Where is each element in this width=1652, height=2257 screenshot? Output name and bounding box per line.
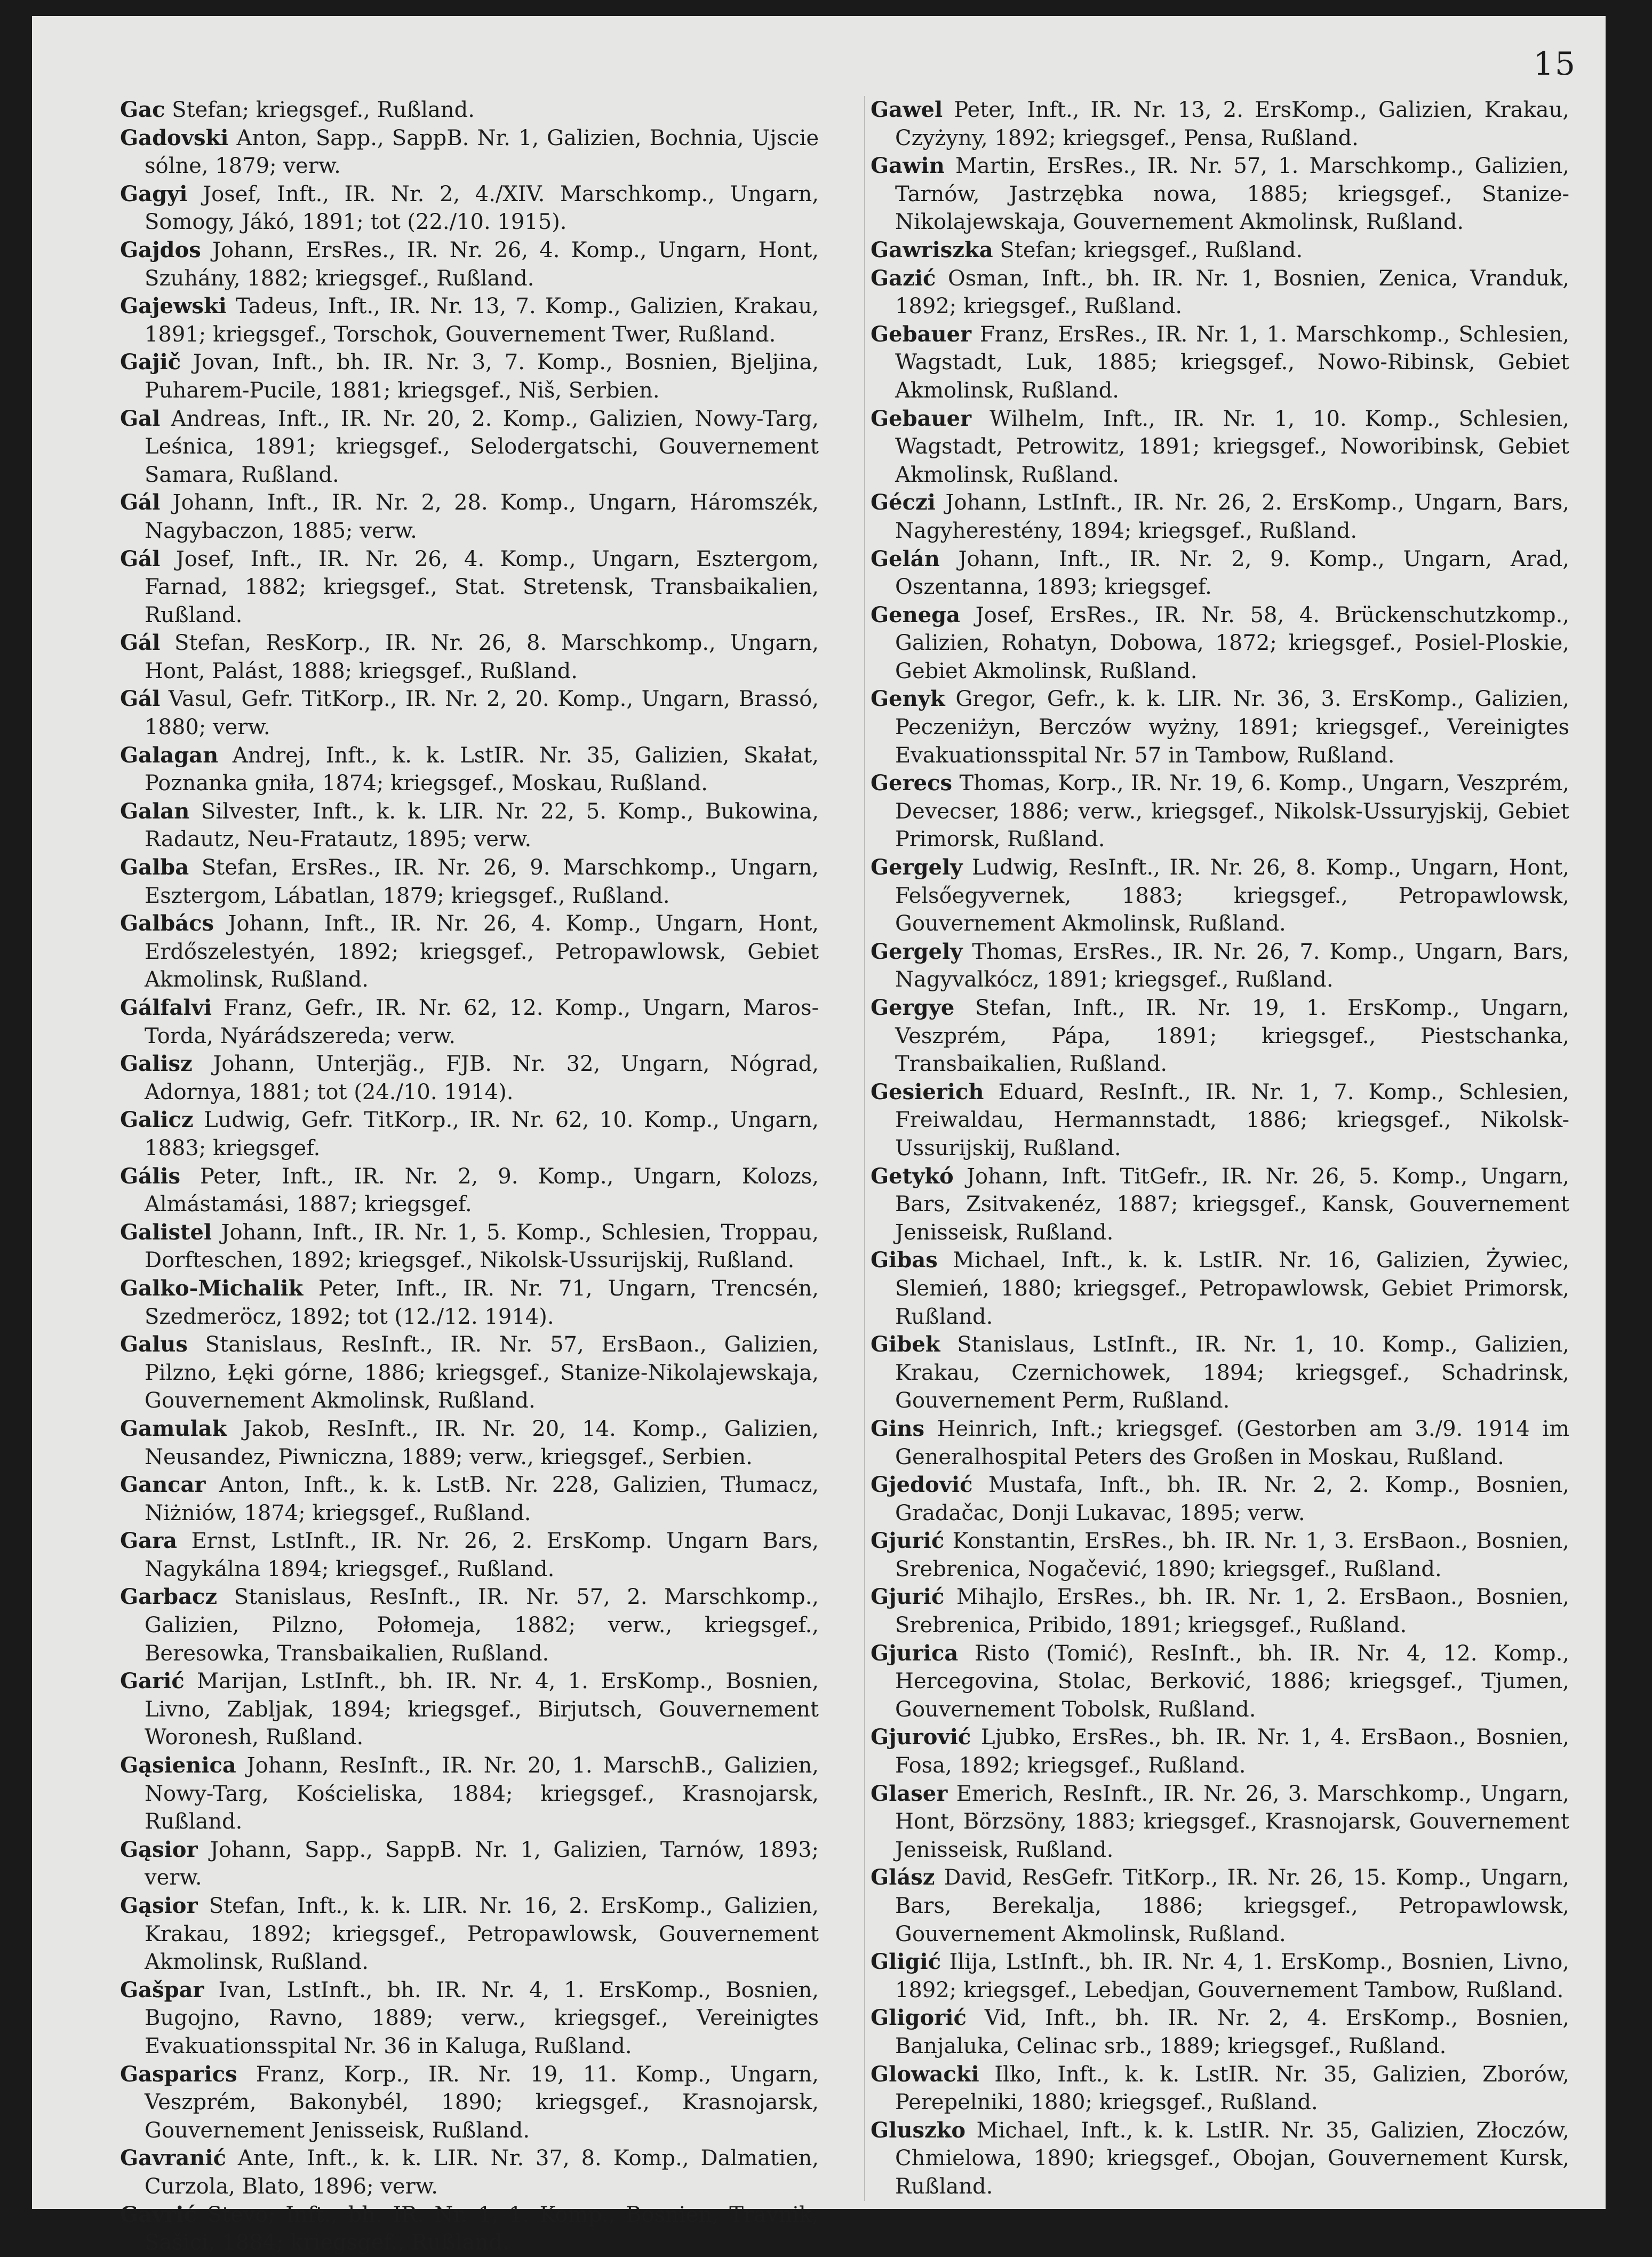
- entry-surname: Gajewski: [120, 293, 227, 319]
- entry-details: Heinrich, Inft.; kriegsgef. (Gestorben am 3./9. 1914 im Generalhospital Peters des Großen in Moskau, Rußland.: [895, 1416, 1569, 1469]
- entry-details: Franz, Gefr., IR. Nr. 62, 12. Komp., Ungarn, Maros-Torda, Nyárádszereda; verw.: [145, 996, 819, 1048]
- register-entry: [871, 1415, 1569, 1471]
- entry-details: Stanislaus, ResInft., IR. Nr. 57, 2. Marschkomp., Galizien, Pilzno, Połomeja, 1882; verw., kriegsgef., Beresowka, Transbaikalien, Rußland.: [145, 1585, 819, 1666]
- entry-details: Ljubko, ErsRes., bh. IR. Nr. 1, 4. ErsBaon., Bosnien, Fosa, 1892; kriegsgef., Rußland.: [895, 1725, 1570, 1778]
- register-entry: [871, 2004, 1569, 2060]
- entry-details: Martin, ErsRes., IR. Nr. 57, 1. Marschkomp., Galizien, Tarnów, Jastrzębka nowa, 1885; kriegsgef., Stanize-Nikolajewskaja, Gouvernement Akmolinsk, Rußland.: [895, 154, 1569, 235]
- entry-surname: Getykó: [871, 1163, 954, 1189]
- register-entry: [871, 96, 1569, 152]
- register-entry: [120, 2144, 819, 2200]
- entry-surname: Gergely: [871, 855, 963, 880]
- entry-details: Emerich, ResInft., IR. Nr. 26, 3. Marschkomp., Ungarn, Hont, Börzsöny, 1883; kriegsgef., Krasnojarsk, Gouvernement Jenisseisk, Rußland.: [895, 1781, 1569, 1862]
- register-entry: [871, 2061, 1569, 2117]
- entry-details: Osman, Inft., bh. IR. Nr. 1, Bosnien, Zenica, Vranduk, 1892; kriegsgef., Rußland.: [895, 266, 1569, 319]
- entry-details: Ivan, LstInft., bh. IR. Nr. 4, 1. ErsKomp., Bosnien, Bugojno, Ravno, 1889; verw., kriegsgef., Vereinigtes Evakuationsspital Nr. 36 in Kaluga, Rußland.: [145, 1977, 819, 2059]
- register-entry: [871, 545, 1569, 601]
- register-entry: [120, 1219, 819, 1275]
- entry-details: Johann, Inft., IR. Nr. 2, 9. Komp., Ungarn, Arad, Oszentanna, 1893; kriegsgef.: [895, 546, 1570, 600]
- register-entry: [120, 685, 819, 741]
- register-entry: [120, 96, 819, 124]
- register-entry: [871, 321, 1569, 405]
- entry-surname: Gál: [120, 546, 161, 571]
- entry-details: Mihajlo, ErsRes., bh. IR. Nr. 1, 2. ErsBaon., Bosnien, Srebrenica, Pribido, 1891; kriegsgef., Rußland.: [895, 1585, 1569, 1638]
- entry-surname: Gális: [120, 1163, 180, 1189]
- entry-surname: Gligorić: [871, 2005, 967, 2031]
- entry-surname: Gazić: [871, 265, 936, 291]
- entry-details: Ernst, LstInft., IR. Nr. 26, 2. ErsKomp. Ungarn Bars, Nagykálna 1894; kriegsgef., Rußland.: [145, 1529, 819, 1582]
- entry-details: Stefan, Inft., IR. Nr. 19, 1. ErsKomp., Ungarn, Veszprém, Pápa, 1891; kriegsgef., Piestschanka, Transbaikalien, Rußland.: [895, 996, 1570, 1077]
- entry-details: Risto (Tomić), ResInft., bh. IR. Nr. 4, 12. Komp., Hercegovina, Stolac, Berković, 1886; kriegsgef., Tjumen, Gouvernement Tobolsk, Rußland.: [895, 1641, 1569, 1722]
- entry-details: Andrej, Inft., k. k. LstIR. Nr. 35, Galizien, Skałat, Poznanka gniła, 1874; kriegsgef., Moskau, Rußland.: [145, 743, 819, 796]
- entry-surname: Gawel: [871, 97, 943, 122]
- entry-details: David, ResGefr. TitKorp., IR. Nr. 26, 15. Komp., Ungarn, Bars, Berekalja, 1886; kriegsgef., Petropawlowsk, Gouvernement Akmolinsk, Rußland.: [895, 1865, 1569, 1946]
- entry-surname: Garbacz: [120, 1584, 218, 1610]
- entry-details: Jakob, ResInft., IR. Nr. 20, 14. Komp., Galizien, Neusandez, Piwniczna, 1889; verw., kriegsgef., Serbien.: [145, 1416, 819, 1469]
- entry-surname: Gajič: [120, 349, 181, 375]
- entry-surname: Gjurica: [871, 1640, 959, 1666]
- entry-surname: Galan: [120, 798, 190, 824]
- entry-details: Josef, ErsRes., IR. Nr. 58, 4. Brückenschutzkomp., Galizien, Rohatyn, Dobowa, 1872; kriegsgef., Posiel-Ploskie, Gebiet Akmolinsk, Rußland.: [895, 602, 1569, 684]
- entry-surname: Gašpar: [120, 1977, 204, 2002]
- entry-surname: Gibas: [871, 1247, 938, 1273]
- entry-details: Stefan, Inft., k. k. LIR. Nr. 16, 2. ErsKomp., Galizien, Krakau, 1892; kriegsgef., Petropawlowsk, Gouvernement Akmolinsk, Rußland.: [145, 1894, 819, 1975]
- register-entry: [120, 545, 819, 630]
- entry-surname: Gagyi: [120, 181, 188, 206]
- right-column: [864, 96, 1569, 2201]
- register-entry: [120, 1976, 819, 2061]
- register-entry: [871, 1246, 1569, 1331]
- entry-surname: Gal: [120, 406, 161, 431]
- register-entry: [871, 769, 1569, 854]
- entry-surname: Gasparics: [120, 2061, 237, 2087]
- entry-surname: Genyk: [871, 686, 945, 712]
- entry-details: Johann, Inft., IR. Nr. 2, 28. Komp., Ungarn, Háromszék, Nagybaczon, 1885; verw.: [145, 490, 819, 543]
- register-entry: [120, 1331, 819, 1415]
- entry-surname: Gamulak: [120, 1416, 227, 1441]
- entry-surname: Gergye: [871, 995, 955, 1020]
- entry-details: Stefan; kriegsgef., Rußland.: [1000, 237, 1303, 263]
- entry-surname: Gawin: [871, 153, 945, 179]
- register-entry: [120, 994, 819, 1050]
- entry-details: Andreas, Inft., IR. Nr. 20, 2. Komp., Galizien, Nowy-Targ, Leśnica, 1891; kriegsgef., Selodergatschi, Gouvernement Samara, Rußland.: [145, 406, 819, 487]
- entry-details: Marijan, LstInft., bh. IR. Nr. 4, 1. ErsKomp., Bosnien, Livno, Zabljak, 1894; kriegsgef., Birjutsch, Gouvernement Woronesh, Rußland.: [145, 1669, 819, 1750]
- entry-details: Mustafa, Inft., bh. IR. Nr. 2, 2. Komp., Bosnien, Gradačac, Donji Lukavac, 1895; verw.: [895, 1473, 1570, 1525]
- entry-details: Ante, Inft., k. k. LIR. Nr. 37, 8. Komp., Dalmatien, Curzola, Blato, 1896; verw.: [145, 2146, 819, 2199]
- entry-details: Johann, Inft., IR. Nr. 26, 4. Komp., Ungarn, Hont, Erdőszelestyén, 1892; kriegsgef., Petropawlowsk, Gebiet Akmolinsk, Rußland.: [145, 911, 819, 992]
- entry-surname: Gelán: [871, 546, 940, 571]
- register-entry: [871, 601, 1569, 686]
- document-page: [32, 16, 1606, 2255]
- entry-surname: Gąsienica: [120, 1753, 236, 1778]
- entry-surname: Gins: [871, 1416, 924, 1441]
- entry-surname: Galba: [120, 855, 189, 880]
- register-entry: [871, 1864, 1569, 1948]
- entry-surname: Galko-Michalik: [120, 1275, 304, 1301]
- entry-surname: Gadovski: [120, 125, 229, 150]
- register-entry: [871, 152, 1569, 236]
- entry-details: Stefan; kriegsgef., Rußland.: [172, 98, 475, 122]
- register-entry: [120, 1836, 819, 1892]
- register-entry: [120, 910, 819, 994]
- entry-surname: Glaser: [871, 1781, 948, 1806]
- register-entry: [120, 180, 819, 236]
- register-entry: [120, 236, 819, 292]
- register-entry: [120, 292, 819, 348]
- register-entry: [871, 1331, 1569, 1415]
- entry-surname: Gąsior: [120, 1837, 198, 1862]
- entry-details: Wilhelm, Inft., IR. Nr. 1, 10. Komp., Schlesien, Wagstadt, Petrowitz, 1891; kriegsgef., Noworibinsk, Gebiet Akmolinsk, Rußland.: [895, 406, 1569, 487]
- entry-surname: Gluszko: [871, 2117, 966, 2143]
- entry-details: Peter, Inft., IR. Nr. 2, 9. Komp., Ungarn, Kolozs, Almástamási, 1887; kriegsgef.: [145, 1164, 819, 1217]
- entry-surname: Gąsior: [120, 1893, 198, 1918]
- register-entry: [120, 1163, 819, 1219]
- register-entry: [120, 1471, 819, 1527]
- entry-surname: Galisz: [120, 1051, 193, 1077]
- entry-surname: Galistel: [120, 1219, 212, 1245]
- entry-surname: Gál: [120, 630, 161, 656]
- entry-surname: Galagan: [120, 742, 219, 768]
- entry-details: Ilija, LstInft., bh. IR. Nr. 4, 1. ErsKomp., Bosnien, Livno, 1892; kriegsgef., Lebedjan, Gouvernement Tambow, Rußland.: [895, 1950, 1569, 2002]
- entry-surname: Glász: [871, 1865, 935, 1890]
- entry-details: Ilko, Inft., k. k. LstIR. Nr. 35, Galizien, Zborów, Perepelniki, 1880; kriegsgef., Rußland.: [895, 2062, 1569, 2115]
- entry-details: Stefan, ResKorp., IR. Nr. 26, 8. Marschkomp., Ungarn, Hont, Palást, 1888; kriegsgef., Rußland.: [145, 631, 819, 684]
- entry-surname: Gara: [120, 1528, 178, 1554]
- entry-surname: Gac: [120, 97, 165, 122]
- entry-details: Jovan, Inft., bh. IR. Nr. 3, 7. Komp., Bosnien, Bjeljina, Puharem-Pucile, 1881; kriegsgef., Niš, Serbien.: [145, 350, 819, 403]
- entry-details: Michael, Inft., k. k. LstIR. Nr. 16, Galizien, Żywiec, Slemień, 1880; kriegsgef., Petropawlowsk, Gebiet Primorsk, Rußland.: [895, 1248, 1569, 1329]
- register-entry: [871, 1583, 1569, 1639]
- entry-surname: Galicz: [120, 1107, 194, 1133]
- entry-details: Franz, ErsRes., IR. Nr. 1, 1. Marschkomp., Schlesien, Wagstadt, Luk, 1885; kriegsgef., Nowo-Ribinsk, Gebiet Akmolinsk, Rußland.: [895, 322, 1569, 403]
- register-entry: [120, 1752, 819, 1836]
- register-entry: [120, 489, 819, 545]
- register-entry: [120, 2061, 819, 2145]
- entry-details: Silvester, Inft., k. k. LIR. Nr. 22, 5. Komp., Bukowina, Radautz, Neu-Fratautz, 1895; verw.: [145, 799, 819, 852]
- register-entry: [120, 2201, 819, 2257]
- entry-details: Anton, Inft., k. k. LstB. Nr. 228, Galizien, Tłumacz, Niżniów, 1874; kriegsgef., Rußland.: [145, 1473, 819, 1525]
- register-entry: [871, 1640, 1569, 1724]
- register-entry: [871, 1780, 1569, 1864]
- register-entry: [871, 994, 1569, 1078]
- entry-surname: Gajdos: [120, 237, 201, 263]
- entry-details: Stanislaus, ResInft., IR. Nr. 57, ErsBaon., Galizien, Pilzno, Łęki górne, 1886; kriegsgef., Stanize-Nikolajewskaja, Gouvernement Akmolinsk, Rußland.: [145, 1332, 819, 1413]
- register-entry: [871, 236, 1569, 265]
- page-number: 15: [1533, 45, 1576, 83]
- register-entry: [120, 854, 819, 910]
- entry-surname: Gerecs: [871, 770, 953, 796]
- register-entry: [871, 1723, 1569, 1779]
- register-entry: [871, 2117, 1569, 2201]
- entry-details: Stefan, ErsRes., IR. Nr. 26, 9. Marschkomp., Ungarn, Esztergom, Lábatlan, 1879; kriegsgef., Rußland.: [145, 855, 819, 908]
- entry-surname: Galus: [120, 1332, 188, 1357]
- entry-details: Johann, LstInft., IR. Nr. 26, 2. ErsKomp., Ungarn, Bars, Nagyherestény, 1894; kriegsgef., Rußland.: [895, 490, 1569, 543]
- entry-details: Johann, ErsRes., IR. Nr. 26, 4. Komp., Ungarn, Hont, Szuhány, 1882; kriegsgef., Rußland.: [145, 237, 819, 291]
- entry-details: Johann, ResInft., IR. Nr. 20, 1. MarschB., Galizien, Nowy-Targ, Kościeliska, 1884; kriegsgef., Krasnojarsk, Rußland.: [145, 1753, 819, 1834]
- register-entry: [871, 1078, 1569, 1163]
- entry-surname: Gjurić: [871, 1584, 945, 1610]
- entry-details: Johann, Inft., IR. Nr. 1, 5. Komp., Schlesien, Troppau, Dorfteschen, 1892; kriegsgef., Nikolsk-Ussurijskij, Rußland.: [145, 1220, 819, 1273]
- register-entry: [120, 1892, 819, 1976]
- register-entry: [120, 124, 819, 180]
- entry-surname: Galbács: [120, 911, 214, 936]
- entry-details: Konstantin, ErsRes., bh. IR. Nr. 1, 3. ErsBaon., Bosnien, Srebrenica, Nogačević, 1890; kriegsgef., Rußland.: [895, 1529, 1570, 1582]
- register-entry: [120, 629, 819, 685]
- entry-details: Johann, Inft. TitGefr., IR. Nr. 26, 5. Komp., Ungarn, Bars, Zsitvakenéz, 1887; kriegsgef., Kansk, Gouvernement Jenisseisk, Rußland.: [895, 1164, 1570, 1245]
- entry-surname: Gavranić: [120, 2145, 226, 2171]
- entry-details: Thomas, Korp., IR. Nr. 19, 6. Komp., Ungarn, Veszprém, Devecser, 1886; verw., kriegsgef., Nikolsk-Ussuryjskij, Gebiet Primorsk, Rußland.: [895, 771, 1569, 852]
- entry-details: Vasul, Gefr. TitKorp., IR. Nr. 2, 20. Komp., Ungarn, Brassó, 1880; verw.: [145, 687, 819, 740]
- entry-surname: Gál: [120, 686, 161, 712]
- entry-surname: Gancar: [120, 1472, 206, 1498]
- register-entry: [120, 1667, 819, 1752]
- register-entry: [120, 1106, 819, 1162]
- entry-details: Ludwig, ResInft., IR. Nr. 26, 8. Komp., Ungarn, Hont, Felsőegyvernek, 1883; kriegsgef., Petropawlowsk, Gouvernement Akmolinsk, Rußland.: [895, 855, 1570, 936]
- entry-surname: Glowacki: [871, 2061, 979, 2087]
- entry-details: Josef, Inft., IR. Nr. 26, 4. Komp., Ungarn, Esztergom, Farnad, 1882; kriegsgef., Stat. Stretensk, Transbaikalien, Rußland.: [145, 546, 819, 627]
- entry-details: Ludwig, Gefr. TitKorp., IR. Nr. 62, 10. Komp., Ungarn, 1883; kriegsgef.: [145, 1108, 819, 1161]
- entry-details: Peter, Inft., IR. Nr. 13, 2. ErsKomp., Galizien, Krakau, Czyżyny, 1892; kriegsgef., Pensa, Rußland.: [895, 98, 1570, 150]
- entry-details: Josef, Inft., IR. Nr. 2, 4./XIV. Marschkomp., Ungarn, Somogy, Jákó, 1891; tot (22./10. 1915).: [145, 181, 819, 235]
- register-entry: [120, 742, 819, 798]
- entry-details: Johann, Unterjäg., FJB. Nr. 32, Ungarn, Nógrad, Adornya, 1881; tot (24./10. 1914).: [145, 1052, 819, 1104]
- register-entry: [871, 489, 1569, 545]
- entry-details: Michael, Inft., k. k. LstIR. Nr. 35, Galizien, Złoczów, Chmielowa, 1890; kriegsgef., Obojan, Gouvernement Kursk, Rußland.: [895, 2118, 1569, 2199]
- entry-surname: Gjedović: [871, 1472, 973, 1498]
- entry-details: Stevo; Inft., bh. IR. Nr. 1, 1. Komp., Bosnien, Travnik, Sašici, 1884; kriegsgef., Rußland.: [145, 2202, 819, 2255]
- entry-surname: Gebauer: [871, 406, 972, 431]
- register-entry: [871, 685, 1569, 769]
- entry-details: Gregor, Gefr., k. k. LIR. Nr. 36, 3. ErsKomp., Galizien, Peczeniżyn, Berczów wyżny, 1891; kriegsgef., Vereinigtes Evakuationsspital Nr. 57 in Tambow, Rußland.: [895, 687, 1569, 768]
- register-entry: [120, 1275, 819, 1331]
- entry-surname: Géczi: [871, 490, 936, 515]
- entry-surname: Garić: [120, 1668, 185, 1694]
- entry-surname: Gál: [120, 490, 161, 515]
- register-entry: [120, 1050, 819, 1106]
- entry-details: Anton, Sapp., SappB. Nr. 1, Galizien, Bochnia, Ujscie sólne, 1879; verw.: [145, 125, 819, 179]
- entry-surname: Genega: [871, 602, 961, 627]
- entry-details: Tadeus, Inft., IR. Nr. 13, 7. Komp., Galizien, Krakau, 1891; kriegsgef., Torschok, Gouvernement Twer, Rußland.: [145, 294, 819, 347]
- register-entry: [120, 1527, 819, 1583]
- register-entry: [871, 854, 1569, 938]
- register-entry: [871, 405, 1569, 489]
- entry-surname: Gligić: [871, 1949, 941, 1975]
- entry-details: Stanislaus, LstInft., IR. Nr. 1, 10. Komp., Galizien, Krakau, Czernichowek, 1894; kriegsgef., Schadrinsk, Gouvernement Perm, Rußland.: [895, 1332, 1570, 1413]
- register-entry: [120, 798, 819, 854]
- entry-details: Thomas, ErsRes., IR. Nr. 26, 7. Komp., Ungarn, Bars, Nagyvalkócz, 1891; kriegsgef., Rußland.: [895, 939, 1569, 992]
- register-entry: [871, 1471, 1569, 1527]
- entry-surname: Gibek: [871, 1332, 940, 1357]
- entry-surname: Gavrić: [120, 2202, 197, 2227]
- register-entry: [871, 1527, 1569, 1583]
- entry-surname: Gesierich: [871, 1079, 984, 1104]
- entry-details: Vid, Inft., bh. IR. Nr. 2, 4. ErsKomp., Bosnien, Banjaluka, Celinac srb., 1889; kriegsgef., Rußland.: [895, 2006, 1569, 2059]
- entry-surname: Gebauer: [871, 321, 972, 347]
- entry-surname: Gergely: [871, 939, 963, 964]
- left-column: [120, 96, 819, 2257]
- register-entry: [120, 1415, 819, 1471]
- entry-details: Eduard, ResInft., IR. Nr. 1, 7. Komp., Schlesien, Freiwaldau, Hermannstadt, 1886; kriegsgef., Nikolsk-Ussurijskij, Rußland.: [895, 1079, 1569, 1161]
- register-entry: [871, 265, 1569, 321]
- register-entry: [120, 405, 819, 489]
- entry-surname: Gjurić: [871, 1528, 945, 1554]
- register-entry: [120, 1583, 819, 1667]
- entry-details: Johann, Sapp., SappB. Nr. 1, Galizien, Tarnów, 1893; verw.: [145, 1837, 819, 1890]
- register-entry: [871, 1948, 1569, 2004]
- entry-details: Franz, Korp., IR. Nr. 19, 11. Komp., Ungarn, Veszprém, Bakonybél, 1890; kriegsgef., Krasnojarsk, Gouvernement Jenisseisk, Rußland.: [145, 2062, 819, 2143]
- register-entry: [120, 348, 819, 404]
- entry-details: Peter, Inft., IR. Nr. 71, Ungarn, Trencsén, Szedmeröcz, 1892; tot (12./12. 1914).: [145, 1276, 819, 1329]
- entry-surname: Gawriszka: [871, 237, 993, 263]
- entry-surname: Gjurović: [871, 1724, 971, 1750]
- register-entry: [871, 938, 1569, 994]
- register-entry: [871, 1163, 1569, 1247]
- entry-surname: Gálfalvi: [120, 995, 212, 1020]
